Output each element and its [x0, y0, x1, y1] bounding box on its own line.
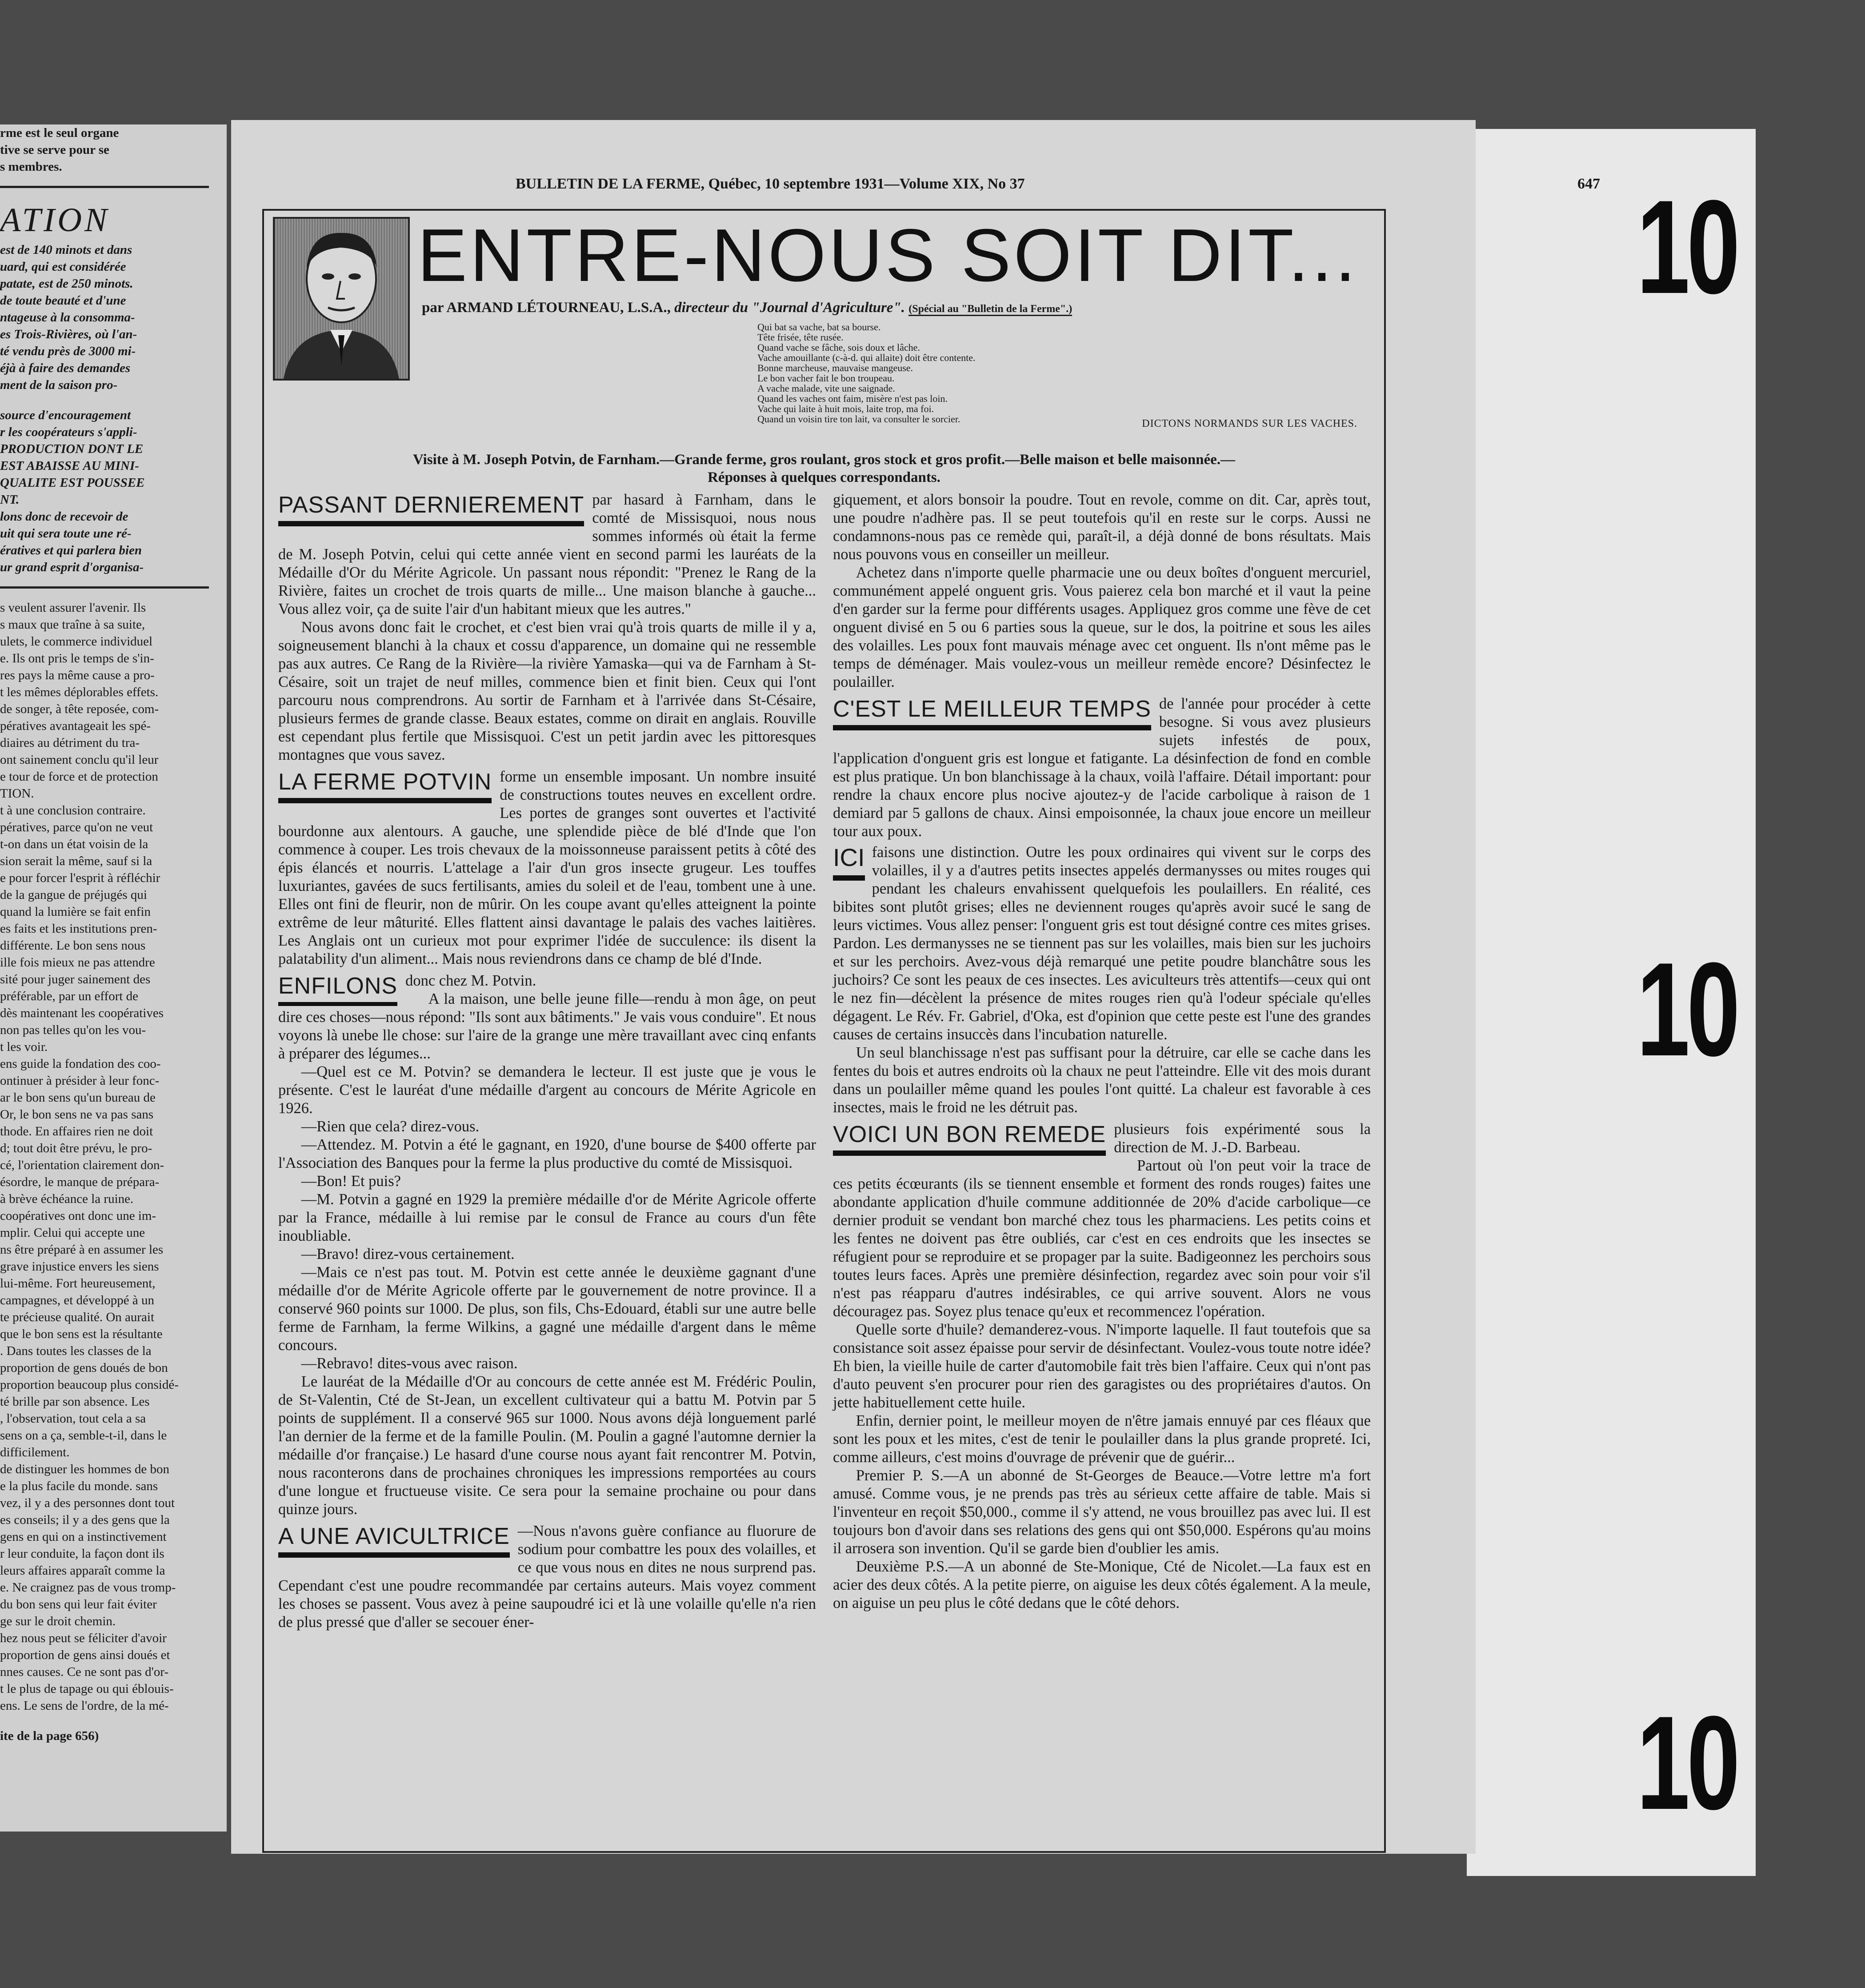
left-page-line: préférable, par un effort de: [0, 989, 139, 1003]
left-page-line: res pays la même cause a pro-: [0, 668, 155, 682]
left-page-line: patate, est de 250 minots.: [0, 277, 133, 291]
paragraph: —Attendez. M. Potvin a été le gagnant, en 1920, d'une bourse de $400 offerte par l'Association des Banques pour la ferme la plus productive du comté de Missisquoi.: [278, 1136, 816, 1171]
left-page-line: leurs affaires apparaît comme la: [0, 1563, 165, 1578]
left-page-line: t-on dans un état voisin de la: [0, 837, 148, 851]
paragraph: plusieurs fois expérimenté sous la direction de M. J.-D. Barbeau.: [1114, 1121, 1371, 1156]
left-page-line: ératives et qui parlera bien: [0, 543, 142, 557]
paragraph: Deuxième P.S.—A un abonné de Ste-Monique, Cté de Nicolet.—La faux est en acier des deux côtés. A la petite pierre, on aiguise les deux côtés également. A la meule, on aiguise un peu plus le côté dedans que le côté dehors.: [833, 1558, 1371, 1611]
paragraph: giquement, et alors bonsoir la poudre. Tout en revole, comme on dit. Car, après tout, une poudre n'adhère pas. Il se peut toutefois qu'il en reste sur le corps. Aussi ne condamnons-nous pas ce remède qui, paraît-il, a déjà donné de bons résultats. Mais nous pouvons vous en conseiller un meilleur.: [833, 491, 1371, 563]
paragraph: A la maison, une belle jeune fille—rendu à mon âge, on peut dire ces choses—nous répond: "Ils sont aux bâtiments." Je vais vous conduire". Et nous voyons là unebe lle chose: sur l'aire de la grange une mère travaillant avec cinq enfants à préparer des légumes...: [278, 990, 816, 1062]
article-summary: [273, 451, 1375, 486]
left-page-line: t à une conclusion contraire.: [0, 803, 146, 818]
left-page-line: mplir. Celui qui accepte une: [0, 1226, 145, 1240]
left-page-line: uard, qui est considérée: [0, 260, 126, 274]
left-page-line: e la plus facile du monde. sans: [0, 1479, 158, 1493]
dicton-line: Le bon vacher fait le bon troupeau.: [757, 373, 895, 384]
left-page-line: ésordre, le manque de prépara-: [0, 1175, 160, 1189]
left-page-line: est de 140 minots et dans: [0, 243, 132, 257]
byline-role: directeur du "Journal d'Agriculture".: [674, 300, 905, 316]
divider: [0, 586, 209, 589]
paragraph: de l'année pour procéder à cette besogne. Si vous avez plusieurs sujets infestés de poux, l'application d'onguent gris est longue et fatigante. La désinfection de fond en comble est plus pratique. Un bon blanchissage à la chaux, voilà l'affaire. Détail important: pour rendre la chaux encore plus nocive ajoutez-y de l'acide carbolique à raison de 1 demiard par 5 gallons de chaux. Ainsi empoisonnée, la chaux joue encore un meilleur tour aux poux.: [833, 695, 1371, 840]
left-page-line: cé, l'orientation clairement don-: [0, 1158, 164, 1172]
paragraph: —Bravo! direz-vous certainement.: [301, 1246, 515, 1263]
left-page-line: diaires au détriment du tra-: [0, 736, 140, 750]
left-page-line: ens guide la fondation des coo-: [0, 1057, 161, 1071]
left-page-line: difficilement.: [0, 1445, 70, 1459]
left-page-line: de toute beauté et d'une: [0, 293, 126, 308]
spacer: [0, 1714, 227, 1727]
left-page-line: thode. En affaires rien ne doit: [0, 1124, 153, 1138]
byline-author: par ARMAND LÉTOURNEAU, L.S.A.,: [422, 300, 675, 316]
left-page-line: ontinuer à présider à leur fonc-: [0, 1074, 160, 1088]
left-page-line: proportion de gens doués de bon: [0, 1361, 168, 1375]
dicton-line: Quand un voisin tire ton lait, va consulter le sorcier.: [757, 413, 961, 425]
paragraph: —Rebravo! dites-vous avec raison.: [301, 1355, 518, 1372]
article-title: ENTRE-NOUS SOIT DIT...: [417, 213, 1359, 297]
left-page-line: e. Ils ont pris le temps de s'in-: [0, 651, 154, 665]
dicton-line: A vache malade, vite une saignade.: [757, 383, 895, 394]
left-page-line: ulets, le commerce individuel: [0, 634, 153, 649]
left-page-line: à brève échéance la ruine.: [0, 1192, 134, 1206]
paragraph: —Quel est ce M. Potvin? se demandera le lecteur. Il est juste que je vous le présente. C'est le lauréat d'une médaille d'argent au concours de Mérite Agricole en 1926.: [278, 1063, 816, 1117]
publication-line: BULLETIN DE LA FERME, Québec, 10 septembre 1931—Volume XIX, No 37: [516, 176, 1025, 192]
left-page-line: r les coopérateurs s'appli-: [0, 425, 137, 439]
margin-number-bottom: 10: [1637, 1688, 1737, 1837]
left-page-line: ns être préparé à en assumer les: [0, 1242, 164, 1257]
left-page-line: du bon sens qui leur fait éviter: [0, 1597, 157, 1611]
left-page-line: . Dans toutes les classes de la: [0, 1344, 152, 1358]
section-heading: C'EST LE MEILLEUR TEMPS: [833, 697, 1151, 730]
dictons-list: [757, 322, 1157, 424]
left-page-line: de distinguer les hommes de bon: [0, 1462, 169, 1476]
left-page-line: éjà à faire des demandes: [0, 361, 131, 375]
left-page-line: campagnes, et développé à un: [0, 1293, 155, 1307]
column-right: [833, 491, 1371, 1612]
paragraph: —Nous n'avons guère confiance au fluorure de sodium pour combattre les poux des volailles, et ce que vous nous en dites ne nous surprend pas. Cependant c'est une poudre recommandée par certains auteurs. Mais voyez comment les choses se passent. Vous avez à peine saupoudré ici et là une volaille qu'elle n'a rien de plus pressé que d'aller se secouer éner-: [278, 1523, 816, 1631]
left-page-line: PRODUCTION DONT LE: [0, 442, 144, 456]
left-page-line: t les mêmes déplorables effets.: [0, 685, 159, 699]
left-page-line: sité pour juger sainement des: [0, 972, 151, 986]
dicton-line: Vache qui laite à huit mois, laite trop, ma foi.: [757, 403, 934, 414]
left-page-line: nnes causes. Ce ne sont pas d'or-: [0, 1665, 169, 1679]
left-page-line: pératives avantageait les spé-: [0, 719, 151, 733]
page-number: 647: [1577, 176, 1600, 192]
left-page-line: de la gangue de préjugés qui: [0, 888, 147, 902]
paragraph: donc chez M. Potvin.: [405, 972, 536, 989]
left-page-line: uit qui sera toute une ré-: [0, 526, 132, 541]
left-page-line: es Trois-Rivières, où l'an-: [0, 327, 137, 341]
left-page-line: lons donc de recevoir de: [0, 509, 128, 524]
left-page-line: Or, le bon sens ne va pas sans: [0, 1107, 154, 1122]
left-page-line: de songer, à tête reposée, com-: [0, 702, 159, 716]
left-page-line: vez, il y a des personnes dont tout: [0, 1496, 175, 1510]
left-page-line: e tour de force et de protection: [0, 770, 158, 784]
dicton-line: Vache amouillante (c-à-d. qui allaite) doit être contente.: [757, 352, 976, 363]
divider: [0, 186, 209, 188]
left-page-line: d; tout doit être prévu, le pro-: [0, 1141, 152, 1155]
margin-number-top: 10: [1637, 172, 1737, 321]
section-heading: VOICI UN BON REMEDE: [833, 1123, 1106, 1156]
paragraph: Le lauréat de la Médaille d'Or au concours de cette année est M. Frédéric Poulin, de St-Valentin, Cté de St-Jean, un excellent cultivateur qui a battu M. Potvin par 5 points de supplément. Il a conservé 965 sur 1000. Nous avons déjà longuement parlé l'an dernier de la ferme et de la famille Poulin. (M. Poulin a gagné l'automne dernier la médaille d'or française.) Le hasard d'une course nous ayant fait rencontrer M. Potvin, nous raconterons dans de prochaines chroniques les impressions remportées au cours d'une longue et fructueuse visite. Ce sera pour la semaine prochaine ou pour dans quinze jours.: [278, 1373, 816, 1518]
summary-line: Réponses à quelques correspondants.: [708, 469, 941, 485]
author-portrait: [273, 217, 410, 381]
left-page-line: ar le bon sens qu'un bureau de: [0, 1090, 156, 1105]
left-page-line: e. Ne craignez pas de vous tromp-: [0, 1580, 176, 1595]
left-page-line: que le bon sens est la résultante: [0, 1327, 163, 1341]
margin-number-middle: 10: [1637, 934, 1737, 1084]
left-page-line: s maux que traîne à sa suite,: [0, 617, 145, 632]
left-page-line: ur grand esprit d'organisa-: [0, 560, 144, 574]
column-left: [278, 491, 816, 1631]
left-page-line: ille fois mieux ne pas attendre: [0, 955, 155, 970]
paragraph: —Bon! Et puis?: [301, 1173, 401, 1190]
spacer: [0, 393, 227, 407]
paragraph: par hasard à Farnham, dans le comté de Missisquoi, nous nous sommes informés où était la ferme de M. Joseph Potvin, celui qui cette année vient en second parmi les lauréats de la Médaille d'Or du Mérite Agricole. Un passant nous répondit: "Prenez le Rang de la Rivière, faites un crochet de trois quarts de mille... Une maison blanche à gauche... Vous allez voir, ça de suite l'air d'un habitant mieux que les autres.": [278, 491, 816, 617]
left-page-line: , l'observation, tout cela a sa: [0, 1411, 146, 1426]
left-page-line: pératives, parce qu'on ne veut: [0, 820, 153, 834]
left-page-line: s veulent assurer l'avenir. Ils: [0, 601, 146, 615]
section-heading: LA FERME POTVIN: [278, 770, 492, 803]
left-page-line: es faits et les institutions pren-: [0, 922, 157, 936]
left-page-line: té vendu près de 3000 mi-: [0, 344, 136, 358]
left-page-line: r leur conduite, la façon dont ils: [0, 1547, 164, 1561]
byline-special: (Spécial au "Bulletin de la Ferme".): [908, 303, 1072, 316]
paragraph: Nous avons donc fait le crochet, et c'est bien vrai qu'à trois quarts de mille il y a, soigneusement blanchi à la chaux et cossu d'apparence, un domaine qui ne ressemble pas aux autres. Ce Rang de la Rivière—la rivière Yamaska—qui va de Farnham à St-Césaire, soit un trajet de neuf milles, commence bien et finit bien. Ceux qui l'ont parcouru nous comprendrons. Au sortir de Farnham et à l'arrivée dans St-Césaire, plusieurs fermes de grande classe. Beaux estates, comme on dirait en anglais. Rouville est cependant plus fertile que Missisquoi. C'est un petit jardin avec les pittoresques montagnes que vous savez.: [278, 619, 816, 763]
left-page-line: ment de la saison pro-: [0, 378, 118, 392]
paragraph: —M. Potvin a gagné en 1929 la première médaille d'or de Mérite Agricole offerte par la France, médaille à lui remise par le consul de France au cours d'un fête inoubliable.: [278, 1191, 816, 1244]
left-page-line: es conseils; il y a des gens que la: [0, 1513, 170, 1527]
paragraph: Un seul blanchissage n'est pas suffisant pour la détruire, car elle se cache dans les fentes du bois et autres endroits où la chaux ne peut l'atteindre. Elle vit des mois durant dans un poulailler même quand les poules l'ont quitté. La chaleur est favorable à ces insectes, mais le froid ne les détruit pas.: [833, 1044, 1371, 1116]
paragraph: Quelle sorte d'huile? demanderez-vous. N'importe laquelle. Il faut toutefois que sa consistance soit assez épaisse pour servir de désinfectant. Voulez-vous toute notre idée? Eh bien, la vieille huile de carter d'automobile fait très bien l'affaire. Ceux qui n'ont pas d'auto peuvent s'en procurer pour rien des garagistes ou des propriétaires d'autos. On jette habituellement cette huile.: [833, 1321, 1371, 1411]
paragraph: Premier P. S.—A un abonné de St-Georges de Beauce.—Votre lettre m'a fort amusé. Comme vous, je ne prends pas très au sérieux cette affaire de table. Mais si l'inventeur en reçoit $50,000., comme il s'y attend, ne vous brouillez pas avec lui. Il est toujours bon d'avoir dans ses relations des gens qui ont $50,000. Espérons qu'au moins il arrosera son invention. Qu'il se garde bien d'oublier les amis.: [833, 1467, 1371, 1557]
left-page-line: grave injustice envers les siens: [0, 1259, 159, 1274]
left-page-line: QUALITE EST POUSSEE: [0, 476, 145, 490]
article-byline: [422, 300, 1391, 316]
left-page-line: quand la lumière se fait enfin: [0, 905, 151, 919]
left-page-line: non pas telles qu'on les vou-: [0, 1023, 146, 1037]
left-page-line: te précieuse qualité. On aurait: [0, 1310, 155, 1324]
left-page-line: ntageuse à la consomma-: [0, 310, 135, 325]
paragraph: forme un ensemble imposant. Un nombre insuité de constructions toutes neuves en excellent ordre. Les portes de granges sont ouvertes et l'activité bourdonne aux alentours. A gauche, une splendide pièce de blé d'Inde que l'on commence à couper. Les trois chevaux de la moissonneuse paraissent petits à côté des épis élancés et nourris. L'attelage a l'air d'un gros insecte grugeur. Les touffes luxuriantes, gavées de sucs fertilisants, amies du soleil et de l'eau, tombent une à une. Elles ont fini de fleurir, non de mûrir. On les coupe avant qu'elles atteignent la pointe extrême de leur mâturité. Elles flattent ainsi davantage le palais des vaches laitières. Les Anglais ont un curieux mot pour exprimer l'idée de succulence: ils disent la palatability d'un aliment... Mais nous reviendrons dans ce champ de blé d'Inde.: [278, 768, 816, 967]
dictons-source: DICTONS NORMANDS SUR LES VACHES.: [1142, 418, 1357, 429]
left-page-line: ens. Le sens de l'ordre, de la mé-: [0, 1699, 169, 1713]
left-page-line: ite de la page 656): [0, 1729, 99, 1743]
left-page-line: lui-même. Fort heureusement,: [0, 1276, 156, 1291]
left-page-line: EST ABAISSE AU MINI-: [0, 459, 139, 473]
left-page-line: ATION: [0, 201, 110, 239]
paragraph: —Rien que cela? direz-vous.: [301, 1118, 480, 1135]
left-page-line: différente. Le bon sens nous: [0, 938, 146, 953]
left-page-line: ont sainement conclu qu'il leur: [0, 753, 159, 767]
left-page-line: té brille par son absence. Les: [0, 1395, 150, 1409]
dicton-line: Quand vache se fâche, sois doux et lâche.: [757, 342, 920, 353]
left-page-line: proportion de gens ainsi doués et: [0, 1648, 170, 1662]
paragraph: faisons une distinction. Outre les poux ordinaires qui vivent sur le corps des volailles, il y a d'autres petits insectes appelés dermanysses ou mites rouges qui pendant les chaleurs envahissent quelquefois les poulaillers. En réalité, ces bibites sont plutôt grises; elles ne deviennent rouges qu'après avoir sucé le sang de leurs victimes. Vous allez penser: l'onguent gris est tout désigné contre ces mites grises. Pardon. Les dermanysses ne se tiennent pas sur les volailles, mais bien sur les juchoirs et sur les perchoirs. Avez-vous déjà remarqué une petite poudre blanchâtre sous les juchoirs? Ce sont les peaux de ces insectes. Les aviculteurs très attentifs—ceux qui ont le nez fin—décèlent la présence de mites rouges rien qu'à l'odeur spéciale qu'elles dégagent. Le Rév. Fr. Gabriel, d'Oka, est d'opinion que cette peste est l'une des grandes causes de certains insuccès dans l'incubation naturelle.: [833, 844, 1371, 1043]
section-heading: A UNE AVICULTRICE: [278, 1525, 510, 1558]
dicton-line: Qui bat sa vache, bat sa bourse.: [757, 321, 881, 333]
dicton-line: Tête frisée, tête rusée.: [757, 332, 844, 343]
left-page-line: e pour forcer l'esprit à réfléchir: [0, 871, 160, 885]
article-frame: [262, 209, 1386, 1853]
section-heading: PASSANT DERNIEREMENT: [278, 493, 584, 526]
paragraph: —Mais ce n'est pas tout. M. Potvin est cette année le deuxième gagnant d'une médaille d'or de Mérite Agricole offerte par le gouvernement de notre province. Il a conservé 960 points sur 1000. De plus, son fils, Chs-Edouard, établi sur une autre belle ferme de Farnham, la ferme Wilkins, a gagné une médaille d'argent dans le même concours.: [278, 1264, 816, 1354]
summary-line: Visite à M. Joseph Potvin, de Farnham.—Grande ferme, gros roulant, gros stock et gros profit.—Belle maison et belle maisonnée.—: [413, 452, 1235, 468]
left-page-line: t le plus de tapage ou qui éblouis-: [0, 1682, 174, 1696]
left-page-line: rme est le seul organe: [0, 126, 119, 140]
section-heading: ICI: [833, 845, 865, 881]
left-page-line: NT.: [0, 493, 20, 507]
left-page-line: dès maintenant les coopératives: [0, 1006, 164, 1020]
left-page-line: gens en qui on a instinctivement: [0, 1530, 167, 1544]
left-page-line: sens on a ça, semble-t-il, dans le: [0, 1428, 167, 1443]
margin-sheet: [1467, 129, 1756, 1876]
left-page-strip: [0, 124, 227, 1832]
left-page-line: source d'encouragement: [0, 408, 131, 422]
left-page-line: t les voir.: [0, 1040, 48, 1054]
left-page-line: sion serait la même, sauf si la: [0, 854, 152, 868]
paragraph: Enfin, dernier point, le meilleur moyen de n'être jamais ennuyé par ces fléaux que sont les poux et les mites, c'est de tenir le poulailler dans la plus grande propreté. Ici, comme ailleurs, c'est moins d'ouvrage de prévenir que de guérir...: [833, 1412, 1371, 1466]
left-page-line: ge sur le droit chemin.: [0, 1614, 116, 1628]
paragraph: Partout où l'on peut voir la trace de ces petits écœurants (ils se tiennent ensemble et forment des ronds rouges) faites une abondante application d'huile commune additionnée de 20% d'acide carbolique—ce dernier produit se vendant bon marché chez tous les pharmaciens. Les petits coins et les fentes ne doivent pas être oubliés, car c'est en ces endroits que les insectes se réfugient pour se reproduire et se propager par la suite. Badigeonnez les perchoirs sous toutes leurs faces. Après une première désinfection, regardez avec soin pour voir s'il n'est pas réapparu d'autres indésirables, ce qui arrive souvent. Alors ne vous découragez pas. Soyez plus tenace qu'eux et recommencez l'opération.: [833, 1157, 1371, 1320]
left-page-line: TION.: [0, 786, 34, 801]
newspaper-page: [231, 120, 1600, 1854]
section-heading: ENFILONS: [278, 974, 397, 1006]
left-page-line: hez nous peut se féliciter d'avoir: [0, 1631, 167, 1645]
left-page-line: proportion beaucoup plus considé-: [0, 1378, 179, 1392]
dicton-line: Bonne marcheuse, mauvaise mangeuse.: [757, 362, 913, 373]
left-page-line: coopératives ont donc une im-: [0, 1209, 156, 1223]
left-page-line: tive se serve pour se: [0, 143, 109, 157]
left-page-line: s membres.: [0, 160, 62, 174]
dicton-line: Quand les vaches ont faim, misère n'est pas loin.: [757, 393, 948, 404]
page-header: [516, 176, 1600, 195]
paragraph: Achetez dans n'importe quelle pharmacie une ou deux boîtes d'onguent mercuriel, communément appelé onguent gris. Vous paierez cela bon marché et il vaut la peine d'en garder sur la ferme pour différents usages. Appliquez gros comme une fève de cet onguent divisé en 5 ou 6 parties sous la queue, sur le dos, la poitrine et sous les ailes des volailles. Les poux font mauvais ménage avec cet onguent. Ils n'ont même pas le temps de déménager. Mais voulez-vous un meilleur remède encore? Désinfectez le poulailler.: [833, 564, 1371, 690]
